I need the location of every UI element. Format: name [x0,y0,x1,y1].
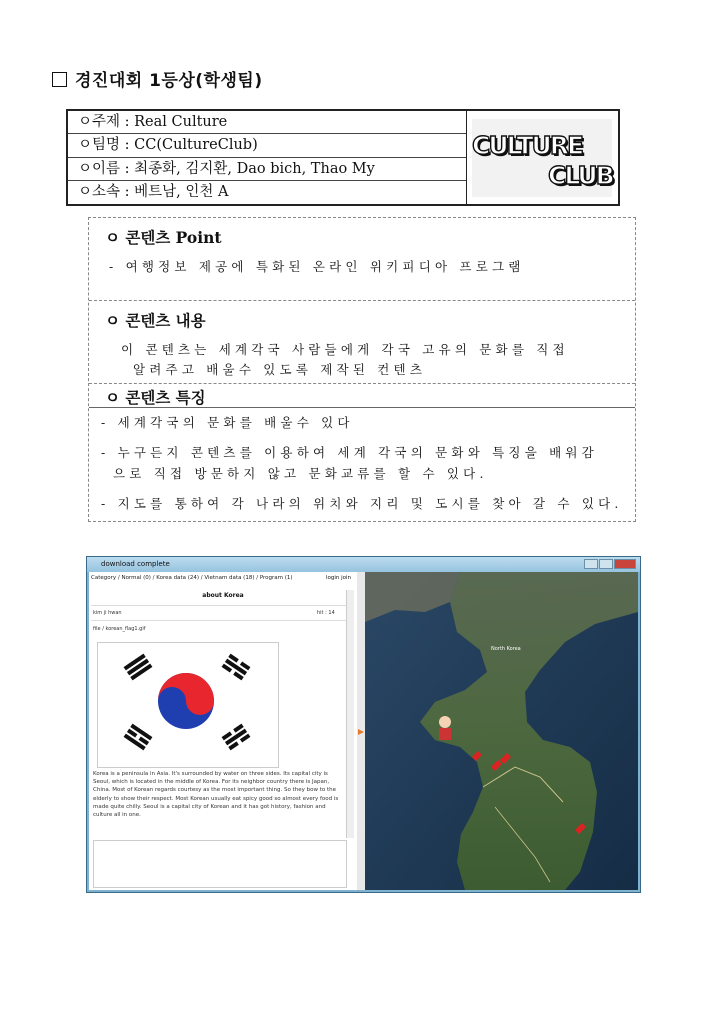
info-rows [68,111,467,204]
divider [91,620,346,621]
logo-line-2: CLUB [548,161,613,190]
window-titlebar [87,557,640,572]
satellite-map[interactable] [365,572,638,890]
info-row-names: ㅇ이름 : 최종화, 김지환, Dao bich, Thao My [68,158,466,181]
logo-line-1: CULTURE [472,131,583,160]
point-heading: ㅇ 콘텐츠 Point [105,228,222,247]
info-table [66,109,620,206]
content-heading: ㅇ 콘텐츠 내용 [105,311,206,330]
feature-item-3: - 지도를 통하여 각 나라의 위치와 지리 및 도시를 찾아 갈 수 있다. [101,496,623,511]
korean-flag-image [97,642,279,768]
culture-club-logo [472,119,612,197]
content-text-line-2: 알려주고 배울수 있도록 제작된 컨텐츠 [133,362,427,377]
login-links[interactable]: login join [325,575,351,581]
article-body: Korea is a peninsula in Asia. It's surrounded by water on three sides. Its capital city is Seoul, which is located in the middle of Korea. For its neighbor country there is Japan, China. Most of Korean regards courtesy as the most important thing. So they bow to the elderly to show their respect. Most Korean usually eat spicy good so almost every food is made quite chilly. Seoul is a capital city of Korean and it has got history, fashion and culture all in one. [93,771,339,819]
wiki-panel [89,572,357,890]
info-row-team: ㅇ팀명 : CC(CultureClub) [68,134,466,157]
info-row-affiliation: ㅇ소속 : 베트남, 인천 A [78,183,229,200]
content-box [88,217,636,522]
point-text: - 여행정보 제공에 특화된 온라인 위키피디아 프로그램 [109,259,525,274]
divider [89,383,635,384]
page-title: 경진대회 1등상(학생팀) [52,66,263,91]
minimize-button[interactable] [584,559,598,569]
panel-splitter[interactable] [357,572,365,890]
content-text-line-1: 이 콘텐츠는 세계각국 사람들에게 각국 고유의 문화를 직접 [121,342,569,357]
splitter-arrow-icon [357,572,365,890]
article-title: about Korea [202,592,244,599]
feature-heading: ㅇ 콘텐츠 특징 [105,388,206,407]
divider [91,605,346,606]
divider [89,300,635,301]
window-title: download complete [101,560,170,568]
close-button[interactable] [614,559,636,569]
attached-file-link[interactable]: file / korean_flag1.gif [93,626,146,632]
map-label-north-korea: North Korea [491,646,521,652]
app-screenshot [86,556,641,893]
checkbox-icon [52,72,67,87]
info-row-topic: ㅇ주제 : Real Culture [68,111,466,134]
feature-item-1: - 세계각국의 문화를 배울수 있다 [101,415,354,430]
category-nav[interactable]: Category / Normal (0) / Korea data (24) / Vietnam data (18) / Program (1) [91,575,293,581]
maximize-button[interactable] [599,559,613,569]
hit-count: hit : 14 [317,610,335,616]
author: kim ji hwan [93,610,122,616]
korea-map-icon [365,572,638,890]
feature-item-2b: 으로 직접 방문하지 않고 문화교류를 할 수 있다. [113,466,488,481]
comment-textarea[interactable] [93,840,347,888]
divider [89,407,635,408]
feature-item-2a: - 누구든지 콘텐츠를 이용하여 세계 각국의 문화와 특징을 배워감 [101,445,598,460]
korean-flag-icon [98,643,278,767]
scrollbar[interactable] [346,590,354,838]
window-controls [583,559,636,569]
